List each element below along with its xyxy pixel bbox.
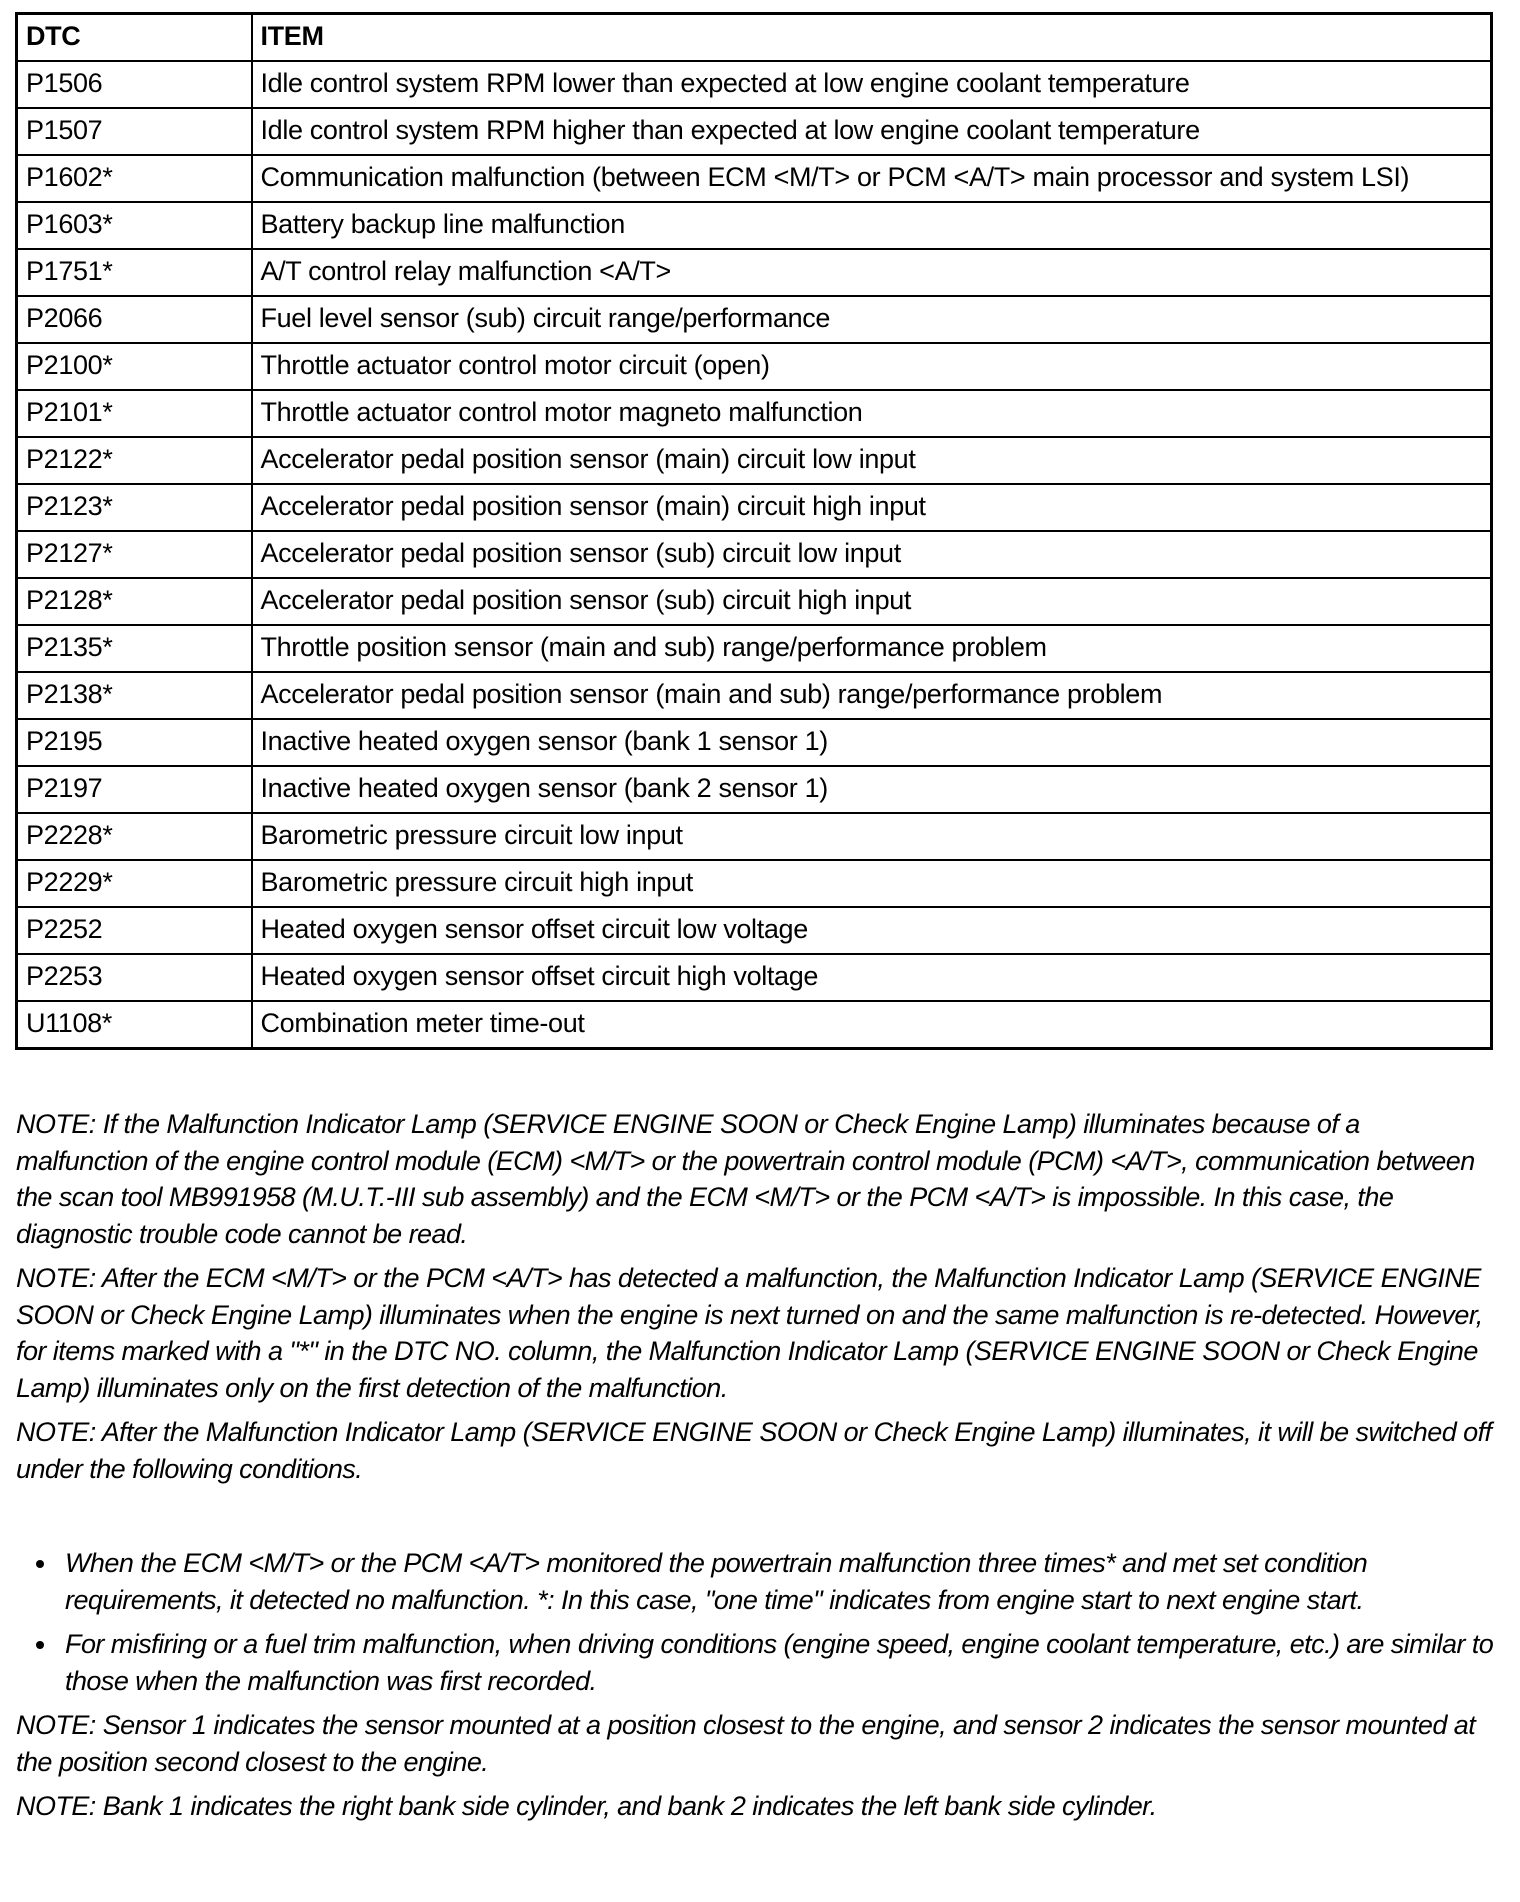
- dtc-item: Throttle position sensor (main and sub) range/performance problem: [252, 625, 1492, 672]
- dtc-code: P2122*: [17, 437, 252, 484]
- table-row: [17, 437, 1492, 484]
- dtc-code: P2123*: [17, 484, 252, 531]
- table-row: [17, 672, 1492, 719]
- dtc-code: P2252: [17, 907, 252, 954]
- dtc-item: Accelerator pedal position sensor (sub) circuit high input: [252, 578, 1492, 625]
- dtc-code: P2101*: [17, 390, 252, 437]
- table-row: [17, 625, 1492, 672]
- list-item: [16, 1626, 1496, 1699]
- bullet-text: For misfiring or a fuel trim malfunction, when driving conditions (engine speed, engine coolant temperature, etc.) are similar to those when the malfunction was first recorded.: [65, 1629, 1494, 1696]
- note-mil-switch-off: NOTE: After the Malfunction Indicator Lamp (SERVICE ENGINE SOON or Check Engine Lamp) illuminates, it will be switched off under the following conditions.: [16, 1417, 1492, 1484]
- dtc-code: P2127*: [17, 531, 252, 578]
- table-row: [17, 61, 1492, 108]
- dtc-code: P1603*: [17, 202, 252, 249]
- dtc-code: P2228*: [17, 813, 252, 860]
- dtc-code: P2100*: [17, 343, 252, 390]
- table-row: [17, 249, 1492, 296]
- bullet-icon: [36, 1641, 44, 1649]
- dtc-code: P2229*: [17, 860, 252, 907]
- table-row: [17, 766, 1492, 813]
- table-row: [17, 860, 1492, 907]
- table-row: [17, 954, 1492, 1001]
- table-row: [17, 108, 1492, 155]
- table-row: [17, 155, 1492, 202]
- dtc-code: P2195: [17, 719, 252, 766]
- note-sensor-position: NOTE: Sensor 1 indicates the sensor mounted at a position closest to the engine, and sensor 2 indicates the sensor mounted at the position second closest to the engine.: [16, 1710, 1476, 1777]
- dtc-code: U1108*: [17, 1001, 252, 1049]
- dtc-item: Idle control system RPM higher than expected at low engine coolant temperature: [252, 108, 1492, 155]
- dtc-item: Heated oxygen sensor offset circuit high voltage: [252, 954, 1492, 1001]
- dtc-code: P1602*: [17, 155, 252, 202]
- dtc-item: Accelerator pedal position sensor (main and sub) range/performance problem: [252, 672, 1492, 719]
- table-row: [17, 719, 1492, 766]
- table-row: [17, 296, 1492, 343]
- table-row: [17, 907, 1492, 954]
- dtc-code: P2197: [17, 766, 252, 813]
- table-row: [17, 343, 1492, 390]
- dtc-code: P2253: [17, 954, 252, 1001]
- table-body: [17, 61, 1492, 1049]
- table-header-row: [17, 14, 1492, 62]
- table-row: [17, 202, 1492, 249]
- table-row: [17, 531, 1492, 578]
- dtc-item: Battery backup line malfunction: [252, 202, 1492, 249]
- dtc-item: Accelerator pedal position sensor (sub) circuit low input: [252, 531, 1492, 578]
- dtc-table: [15, 12, 1493, 1050]
- dtc-item: Inactive heated oxygen sensor (bank 2 sensor 1): [252, 766, 1492, 813]
- header-dtc: DTC: [17, 14, 252, 62]
- dtc-item: Throttle actuator control motor circuit (open): [252, 343, 1492, 390]
- dtc-item: Communication malfunction (between ECM <M/T> or PCM <A/T> main processor and system LSI): [252, 155, 1492, 202]
- bullet-text: When the ECM <M/T> or the PCM <A/T> monitored the powertrain malfunction three times* and met set condition requirements, it detected no malfunction. *: In this case, "one time" indicates from engine start to next engine start.: [65, 1548, 1368, 1615]
- dtc-code: P2135*: [17, 625, 252, 672]
- dtc-item: Heated oxygen sensor offset circuit low voltage: [252, 907, 1492, 954]
- switch-off-conditions-list: [16, 1545, 1496, 1699]
- table-row: [17, 1001, 1492, 1049]
- dtc-code: P2066: [17, 296, 252, 343]
- bullet-icon: [36, 1560, 44, 1568]
- note-mil-detection: NOTE: After the ECM <M/T> or the PCM <A/T> has detected a malfunction, the Malfunction Indicator Lamp (SERVICE ENGINE SOON or Check Engine Lamp) illuminates when the engine is next turned on and the same malfunction is re-detected. However, for items marked with a "*" in the DTC NO. column, the Malfunction Indicator Lamp (SERVICE ENGINE SOON or Check Engine Lamp) illuminates only on the first detection of the malfunction.: [16, 1263, 1483, 1403]
- table-row: [17, 813, 1492, 860]
- dtc-item: A/T control relay malfunction <A/T>: [252, 249, 1492, 296]
- dtc-item: Barometric pressure circuit low input: [252, 813, 1492, 860]
- dtc-item: Barometric pressure circuit high input: [252, 860, 1492, 907]
- dtc-code: P2128*: [17, 578, 252, 625]
- dtc-item: Throttle actuator control motor magneto malfunction: [252, 390, 1492, 437]
- dtc-code: P2138*: [17, 672, 252, 719]
- dtc-code: P1751*: [17, 249, 252, 296]
- table-row: [17, 578, 1492, 625]
- dtc-code: P1507: [17, 108, 252, 155]
- dtc-item: Combination meter time-out: [252, 1001, 1492, 1049]
- dtc-item: Idle control system RPM lower than expected at low engine coolant temperature: [252, 61, 1492, 108]
- note-mil-communication: NOTE: If the Malfunction Indicator Lamp (SERVICE ENGINE SOON or Check Engine Lamp) illuminates because of a malfunction of the engine control module (ECM) <M/T> or the powertrain control module (PCM) <A/T>, communication between the scan tool MB991958 (M.U.T.-III sub assembly) and the ECM <M/T> or the PCM <A/T> is impossible. In this case, the diagnostic trouble code cannot be read.: [16, 1109, 1475, 1249]
- dtc-item: Inactive heated oxygen sensor (bank 1 sensor 1): [252, 719, 1492, 766]
- notes-section: [16, 1106, 1496, 1833]
- dtc-item: Accelerator pedal position sensor (main) circuit high input: [252, 484, 1492, 531]
- dtc-item: Fuel level sensor (sub) circuit range/performance: [252, 296, 1492, 343]
- dtc-item: Accelerator pedal position sensor (main) circuit low input: [252, 437, 1492, 484]
- table-row: [17, 390, 1492, 437]
- list-item: [16, 1545, 1496, 1618]
- dtc-code: P1506: [17, 61, 252, 108]
- note-bank-definition: NOTE: Bank 1 indicates the right bank side cylinder, and bank 2 indicates the left bank side cylinder.: [16, 1791, 1157, 1821]
- header-item: ITEM: [252, 14, 1492, 62]
- table-row: [17, 484, 1492, 531]
